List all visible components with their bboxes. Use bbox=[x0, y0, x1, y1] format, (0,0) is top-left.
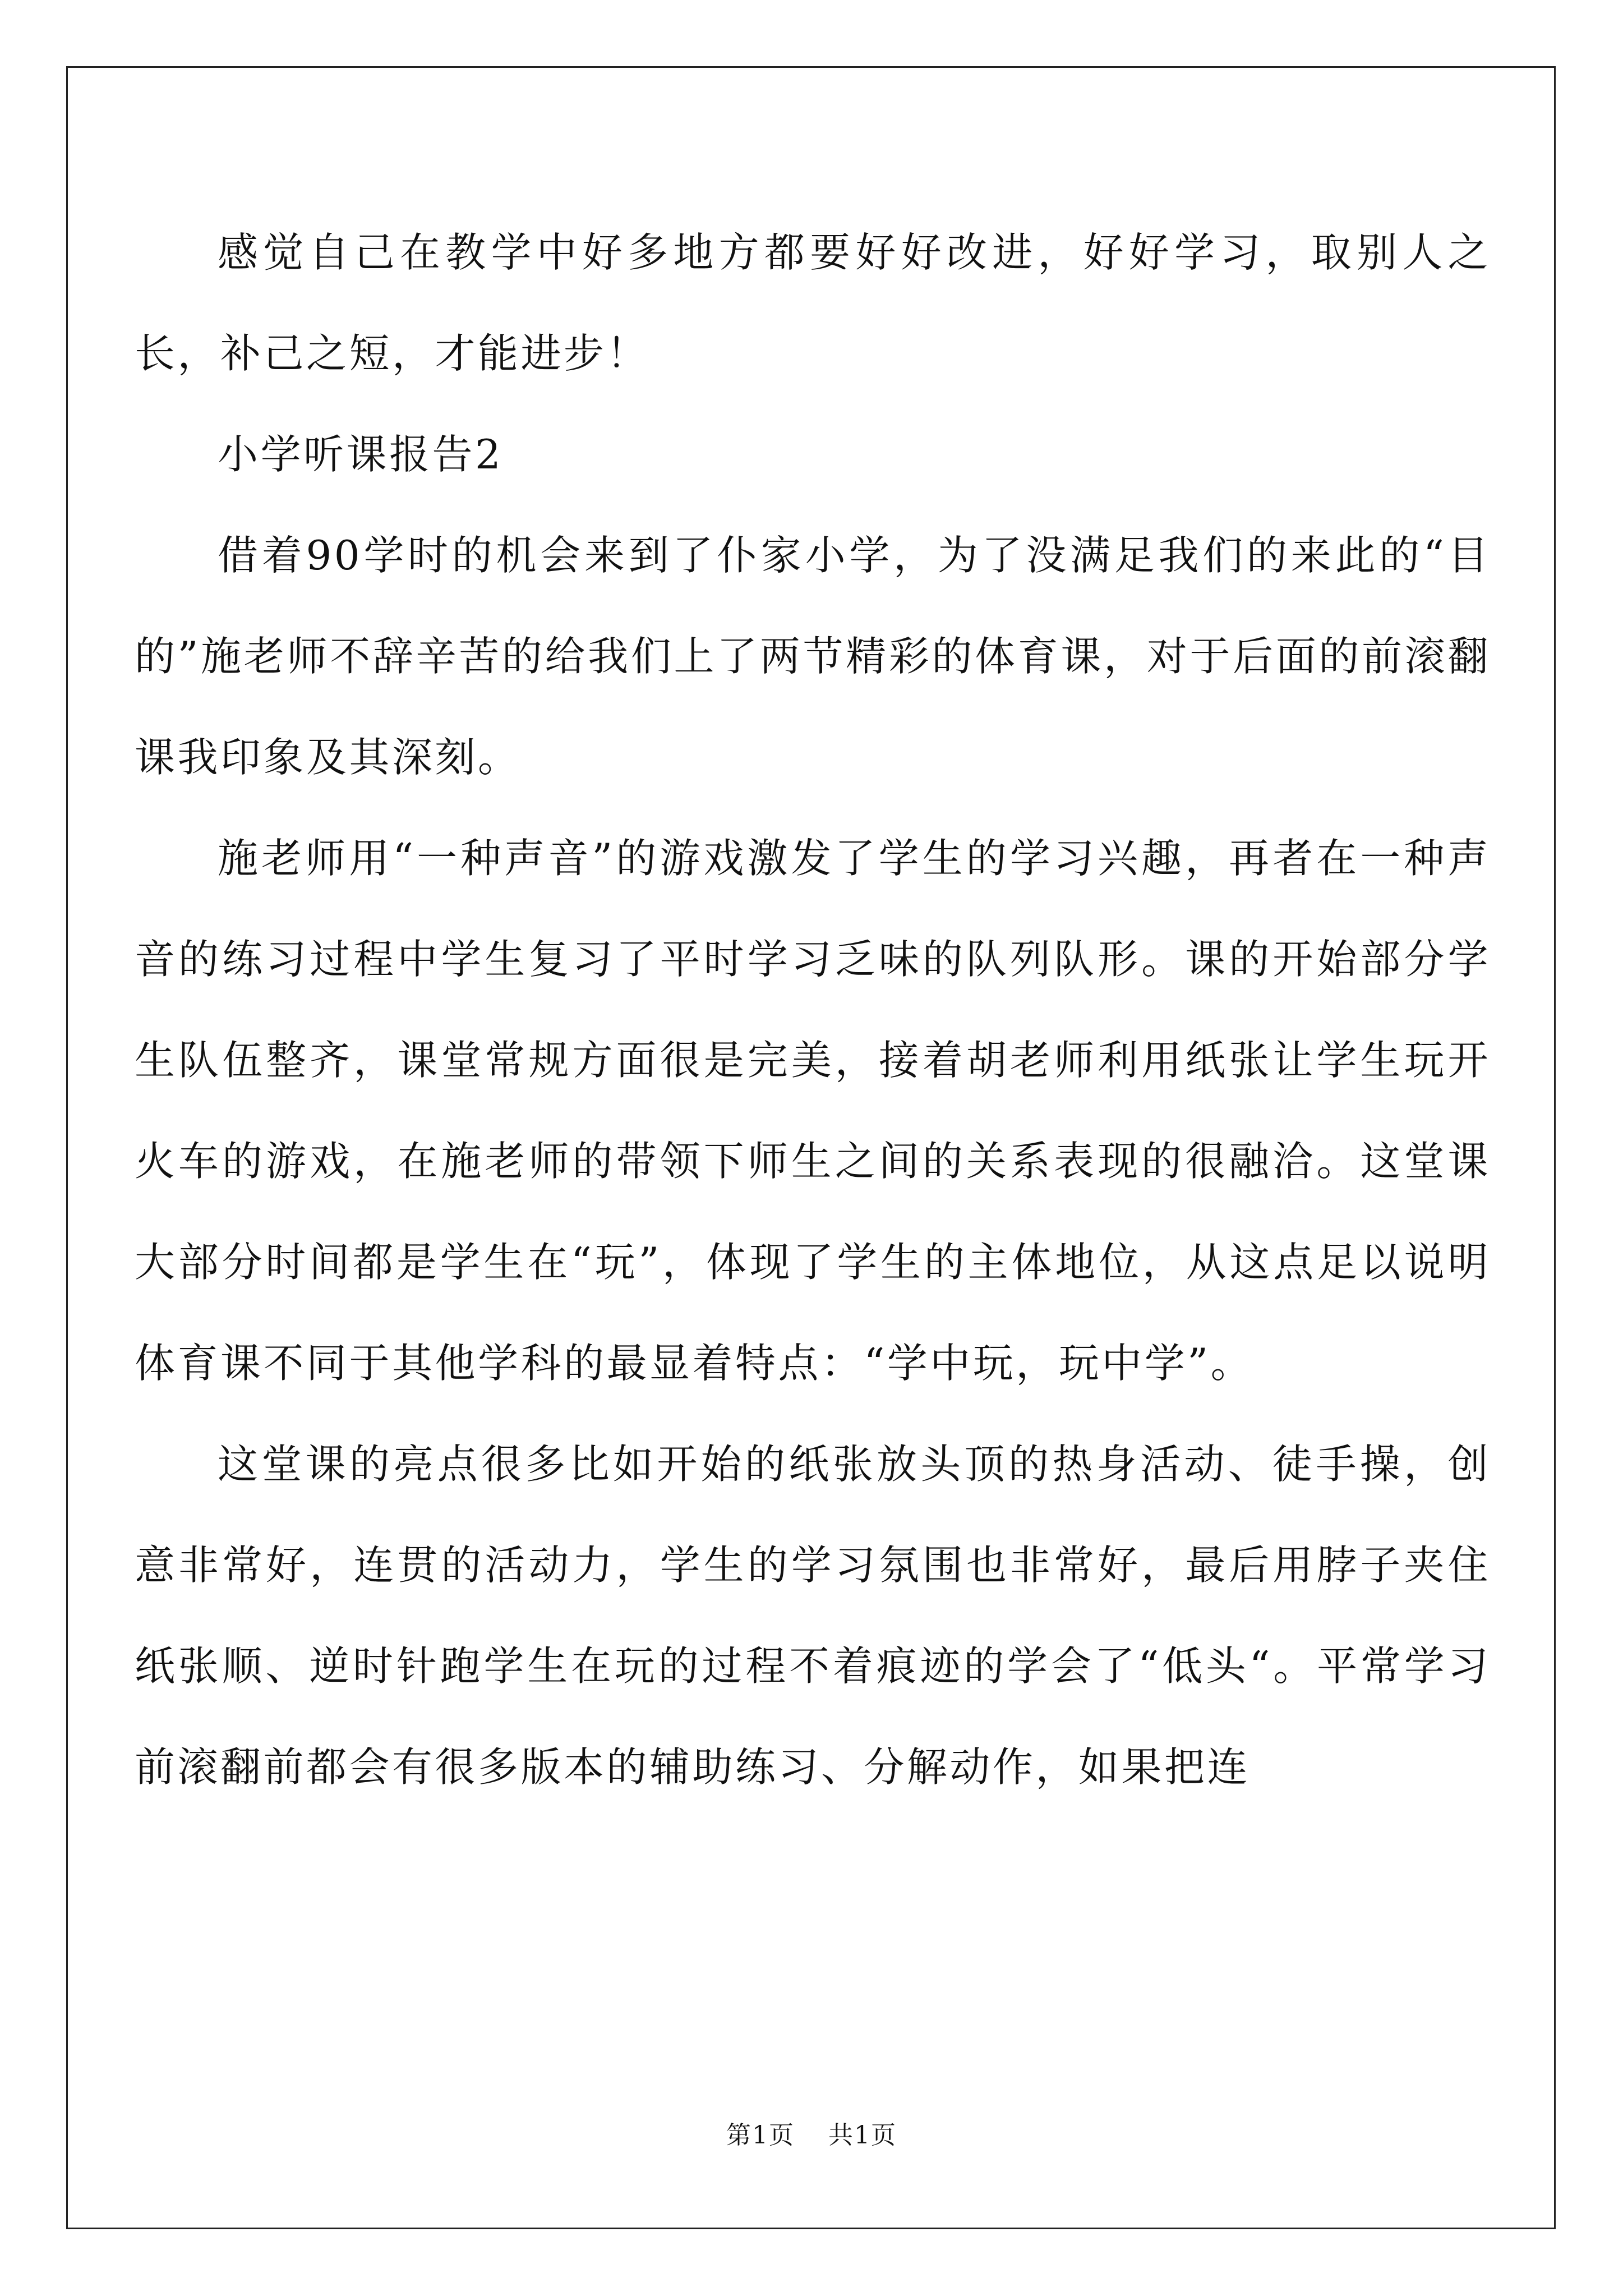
section-heading: 小学听课报告2 bbox=[218, 431, 504, 478]
paragraph-1: 感觉自己在教学中好多地方都要好好改进，好好学习，取别人之长，补己之短，才能进步！ bbox=[135, 229, 1491, 377]
page-footer bbox=[0, 2115, 1623, 2151]
page-total: 共1页 bbox=[828, 2121, 897, 2150]
paragraph-4: 这堂课的亮点很多比如开始的纸张放头顶的热身活动、徒手操，创意非常好，连贯的活动力，学生的学习氛围也非常好，最后用脖子夹住纸张顺、逆时针跑学生在玩的过程不着痕迹的学会了“低头“。平常学习前滚翻前都会有很多版本的辅助练习、分解动作，如果把连 bbox=[135, 1441, 1491, 1791]
paragraph-3: 施老师用“一种声音”的游戏激发了学生的学习兴趣，再者在一种声音的练习过程中学生复习了平时学习乏味的队列队形。课的开始部分学生队伍整齐，课堂常规方面很是完美，接着胡老师利用纸张让学生玩开火车的游戏，在施老师的带领下师生之间的关系表现的很融洽。这堂课大部分时间都是学生在“玩”，体现了学生的主体地位，从这点足以说明体育课不同于其他学科的最显着特点：“学中玩，玩中学”。 bbox=[135, 835, 1491, 1387]
document-body bbox=[135, 202, 1491, 1818]
paragraph-2: 借着90学时的机会来到了仆家小学，为了没满足我们的来此的“目的”施老师不辞辛苦的给我们上了两节精彩的体育课，对于后面的前滚翻课我印象及其深刻。 bbox=[135, 532, 1491, 781]
page-number: 第1页 bbox=[726, 2121, 795, 2150]
